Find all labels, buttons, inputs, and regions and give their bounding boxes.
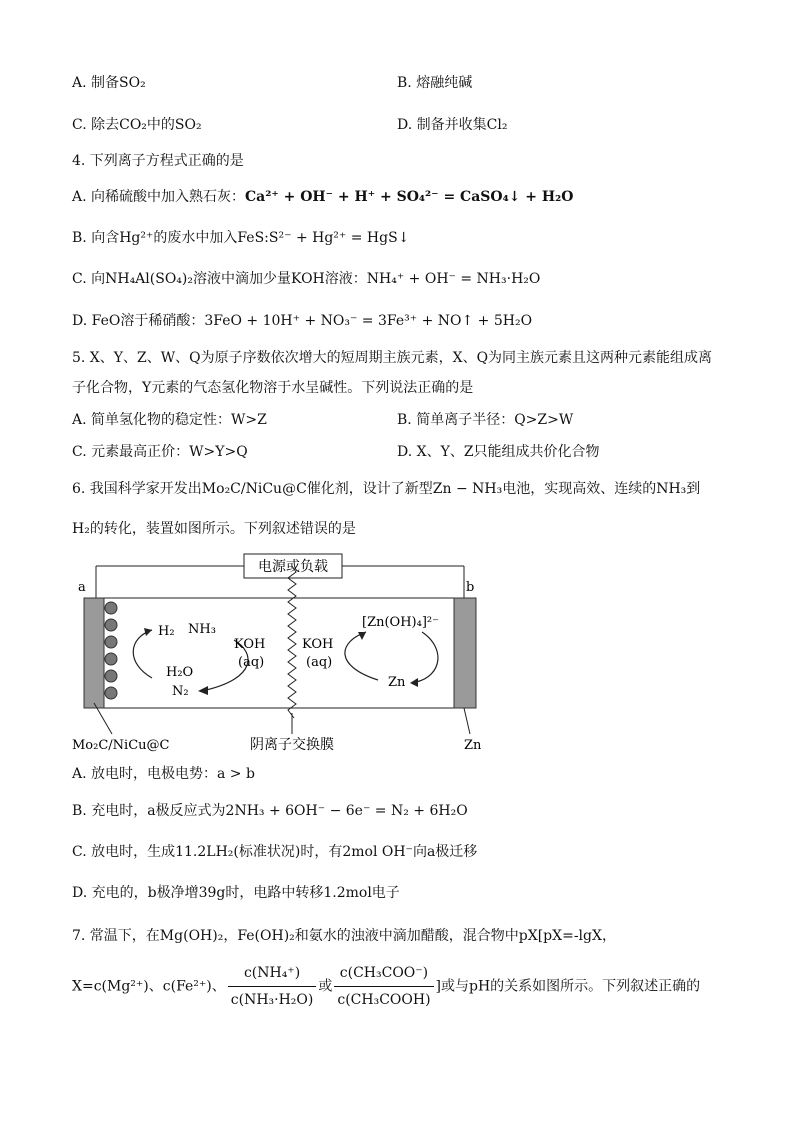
q5-stem-line2: 子化合物，Y元素的气态氢化物溶于水呈碱性。下列说法正确的是: [72, 380, 474, 396]
membrane-label: 阴离子交换膜: [250, 737, 334, 753]
q4-option-a-equation: Ca²⁺ + OH⁻ + H⁺ + SO₄²⁻ = CaSO₄↓ + H₂O: [245, 189, 574, 205]
q5-option-b: B. 简单离子半径：Q>Z>W: [397, 412, 574, 428]
q6-option-b: B. 充电时，a极反应式为2NH₃ + 6OH⁻ − 6e⁻ = N₂ + 6H₂O: [72, 803, 468, 819]
right-cycle-arrow: [345, 632, 378, 680]
h2-label: H₂: [158, 624, 175, 639]
q3-option-a: A. 制备SO₂: [72, 75, 146, 91]
q3-option-d: D. 制备并收集Cl₂: [397, 117, 508, 133]
zn-electrode-label: Zn: [464, 738, 482, 753]
fraction-nh4-denominator: c(NH₃·H₂O): [230, 992, 314, 1008]
q4-stem: 4. 下列离子方程式正确的是: [72, 153, 244, 169]
q4-option-a: [72, 188, 573, 206]
left-cycle-arrow: [133, 630, 152, 678]
nh3-label: NH₃: [188, 622, 216, 637]
right-arrow-head-up: [358, 632, 366, 640]
fraction-acetate: [334, 962, 433, 1011]
fraction-acetate-numerator: c(CH₃COO⁻): [334, 962, 433, 987]
koh-left-label: KOH: [234, 637, 266, 652]
fraction-nh4: [228, 962, 317, 1011]
q6-stem-line2: H₂的转化，装置如图所示。下列叙述错误的是: [72, 521, 356, 537]
fraction-nh4-numerator: c(NH₄⁺): [228, 962, 317, 987]
q5-option-d: D. X、Y、Z只能组成共价化合物: [397, 444, 600, 460]
q7-stem-line1: 7. 常温下，在Mg(OH)₂，Fe(OH)₂和氨水的浊液中滴加醋酸，混合物中pX[pX=-lgX，: [72, 928, 616, 944]
q7-x-prefix: X=c(Mg²⁺)、c(Fe²⁺)、: [72, 978, 226, 995]
q3-option-c: C. 除去CO₂中的SO₂: [72, 117, 202, 133]
q7-tail: ]或与pH的关系如图所示。下列叙述正确的: [435, 978, 701, 995]
q7-stem-line2: [72, 962, 700, 1011]
koh-right-label: KOH: [302, 637, 334, 652]
zn-complex-label: [Zn(OH)₄]²⁻: [362, 615, 439, 630]
electrode-a-label: a: [78, 580, 86, 595]
electrode-a: [84, 598, 104, 708]
q3-option-b: B. 熔融纯碱: [397, 75, 473, 91]
q6-stem-line1: 6. 我国科学家开发出Mo₂C/NiCu@C催化剂，设计了新型Zn − NH₃电池，实现高效、连续的NH₃到: [72, 481, 701, 497]
q5-stem-line1: 5. X、Y、Z、W、Q为原子序数依次增大的短周期主族元素，X、Q为同主族元素且这两种元素能组成离: [72, 350, 713, 366]
zn-ion-label: Zn: [388, 675, 406, 690]
electrode-b: [454, 598, 476, 708]
right-cycle-arrow-2: [416, 632, 438, 682]
q5-option-c: C. 元素最高正价：W>Y>Q: [72, 444, 248, 460]
left-arrow-head-up: [144, 628, 152, 636]
q6-option-d: D. 充电的，b极净增39g时，电路中转移1.2mol电子: [72, 885, 400, 901]
right-leader-line: [464, 708, 470, 734]
left-arrow-head-down: [198, 686, 208, 695]
anion-exchange-membrane: [288, 566, 296, 718]
right-arrow-head-left: [410, 678, 418, 687]
h2o-label: H₂O: [166, 665, 194, 680]
q5-option-a: A. 简单氢化物的稳定性：W>Z: [72, 412, 267, 428]
battery-diagram: [66, 548, 506, 756]
q6-option-a: A. 放电时，电极电势：a > b: [72, 766, 255, 782]
electrode-b-label: b: [466, 580, 475, 595]
catalyst-particles: [105, 602, 117, 699]
aq-left-label: (aq): [238, 655, 265, 670]
power-load-label: 电源或负载: [258, 559, 328, 575]
q4-option-d: D. FeO溶于稀硝酸：3FeO + 10H⁺ + NO₃⁻ = 3Fe³⁺ + NO↑ + 5H₂O: [72, 313, 533, 329]
q7-or: 或: [318, 978, 333, 995]
fraction-acetate-denominator: c(CH₃COOH): [337, 992, 431, 1008]
q4-option-a-prefix: A. 向稀硫酸中加入熟石灰：: [72, 189, 246, 205]
q4-option-c: C. 向NH₄Al(SO₄)₂溶液中滴加少量KOH溶液：NH₄⁺ + OH⁻ = NH₃·H₂O: [72, 271, 541, 287]
q4-option-b: B. 向含Hg²⁺的废水中加入FeS:S²⁻ + Hg²⁺ = HgS↓: [72, 230, 410, 246]
q6-option-c: C. 放电时，生成11.2LH₂(标准状况)时，有2mol OH⁻向a极迁移: [72, 844, 478, 860]
catalyst-label: Mo₂C/NiCu@C: [72, 738, 170, 753]
n2-label: N₂: [172, 684, 189, 699]
aq-right-label: (aq): [306, 655, 333, 670]
